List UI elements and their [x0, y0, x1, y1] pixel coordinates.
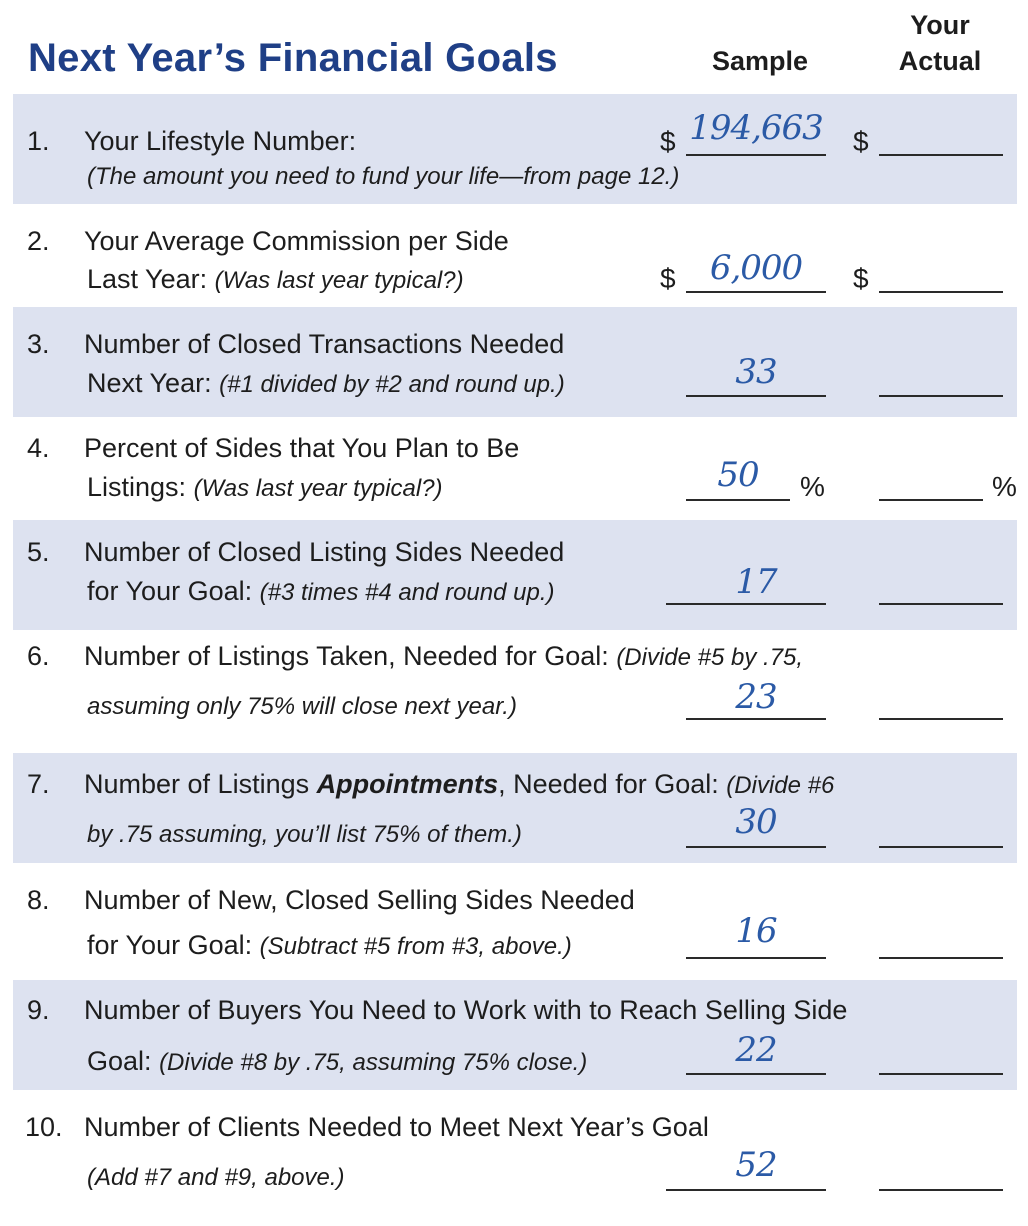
- sample-blank-line: [686, 291, 826, 293]
- sample-blank-line: [666, 603, 826, 605]
- row-number: 4.: [27, 433, 50, 463]
- sample-value: 23: [735, 677, 777, 717]
- actual-percent-sign: %: [992, 471, 1017, 502]
- row-label-start: Number of Listings: [84, 769, 310, 799]
- row-label-cont: for Your Goal:: [87, 930, 253, 960]
- sample-blank-line: [686, 499, 790, 501]
- actual-input-line[interactable]: [879, 603, 1003, 605]
- sample-value: 194,663: [689, 108, 823, 148]
- actual-column-header: [872, 7, 1008, 79]
- row-note: (#1 divided by #2 and round up.): [219, 371, 565, 398]
- row-label: Number of Buyers You Need to Work with to Reach Selling Side: [84, 995, 848, 1025]
- row-note-cont: by .75 assuming, you’ll list 75% of them.): [87, 821, 522, 848]
- actual-header-line2: Actual: [898, 46, 982, 76]
- actual-input-line[interactable]: [879, 1073, 1003, 1075]
- row-label: Your Lifestyle Number:: [84, 126, 357, 156]
- row-label-line1: [84, 767, 834, 803]
- row-number: 8.: [27, 885, 50, 915]
- row-note-start: (Divide #5 by .75,: [616, 644, 804, 671]
- sample-value: 16: [735, 911, 777, 951]
- sample-percent-sign: %: [800, 471, 825, 502]
- row-label-cont: Next Year:: [87, 368, 212, 398]
- row-number: 1.: [27, 126, 50, 156]
- sample-blank-line: [666, 1189, 826, 1191]
- actual-input-line[interactable]: [879, 291, 1003, 293]
- row-number: 3.: [27, 329, 50, 359]
- row-number: 9.: [27, 995, 50, 1025]
- sample-dollar-sign: $: [660, 126, 676, 157]
- row-label: Number of Closed Transactions Needed: [84, 329, 565, 359]
- row-note: (Subtract #5 from #3, above.): [259, 933, 572, 960]
- sample-blank-line: [686, 395, 826, 397]
- actual-input-line[interactable]: [879, 846, 1003, 848]
- actual-input-line[interactable]: [879, 1189, 1003, 1191]
- row-label: Percent of Sides that You Plan to Be: [84, 433, 520, 463]
- sample-value: 17: [735, 562, 777, 602]
- actual-input-line[interactable]: [879, 395, 1003, 397]
- sample-dollar-sign: $: [660, 263, 676, 294]
- row-label-line1: [84, 639, 803, 675]
- row-label: Number of Closed Listing Sides Needed: [84, 537, 565, 567]
- row-label-emphasis: Appointments: [316, 769, 499, 799]
- row-label-line2: [87, 1044, 587, 1080]
- actual-input-line[interactable]: [879, 499, 983, 501]
- sample-blank-line: [686, 718, 826, 720]
- sample-value: 6,000: [709, 248, 803, 288]
- row-note: (Add #7 and #9, above.): [87, 1164, 345, 1191]
- actual-header-line1: Your: [910, 10, 970, 40]
- row-note: (Was last year typical?): [214, 267, 464, 294]
- sample-value: 22: [735, 1030, 777, 1070]
- row-label-line2: [87, 262, 464, 298]
- row-label: Your Average Commission per Side: [84, 226, 509, 256]
- actual-input-line[interactable]: [879, 957, 1003, 959]
- sample-value: 50: [717, 455, 759, 495]
- row-label-line2: [87, 574, 554, 610]
- row-label: Number of Clients Needed to Meet Next Year’s Goal: [84, 1112, 709, 1142]
- sample-value: 52: [735, 1145, 777, 1185]
- row-note: (Divide #8 by .75, assuming 75% close.): [159, 1049, 588, 1076]
- sample-column-header: Sample: [711, 46, 809, 76]
- row-label-cont: for Your Goal:: [87, 576, 253, 606]
- row-label-cont: Listings:: [87, 472, 187, 502]
- row-label-line2: [87, 928, 572, 964]
- row-number: 2.: [27, 226, 50, 256]
- sample-value: 33: [735, 352, 777, 392]
- sample-blank-line: [686, 846, 826, 848]
- row-number: 10.: [25, 1112, 63, 1142]
- row-label: Number of Listings Taken, Needed for Goal:: [84, 641, 609, 671]
- row-label-cont: Goal:: [87, 1046, 152, 1076]
- actual-input-line[interactable]: [879, 718, 1003, 720]
- row-number: 6.: [27, 641, 50, 671]
- row-label-end: , Needed for Goal:: [498, 769, 719, 799]
- actual-dollar-sign: $: [853, 126, 869, 157]
- sample-blank-line: [686, 1073, 826, 1075]
- row-label-line2: [87, 366, 565, 402]
- actual-input-line[interactable]: [879, 154, 1003, 156]
- row-note: (#3 times #4 and round up.): [259, 579, 555, 606]
- sample-blank-line: [686, 154, 826, 156]
- row-number: 5.: [27, 537, 50, 567]
- row-note: (The amount you need to fund your life—from page 12.): [87, 163, 680, 190]
- sample-blank-line: [686, 957, 826, 959]
- row-note-cont: assuming only 75% will close next year.): [87, 693, 517, 720]
- sample-value: 30: [735, 802, 777, 842]
- row-label-line2: [87, 470, 443, 506]
- row-number: 7.: [27, 769, 50, 799]
- actual-dollar-sign: $: [853, 263, 869, 294]
- page-title: Next Year’s Financial Goals: [28, 36, 558, 80]
- row-note: (Was last year typical?): [193, 475, 443, 502]
- row-note-start: (Divide #6: [726, 772, 835, 799]
- row-label-cont: Last Year:: [87, 264, 208, 294]
- row-label: Number of New, Closed Selling Sides Needed: [84, 885, 635, 915]
